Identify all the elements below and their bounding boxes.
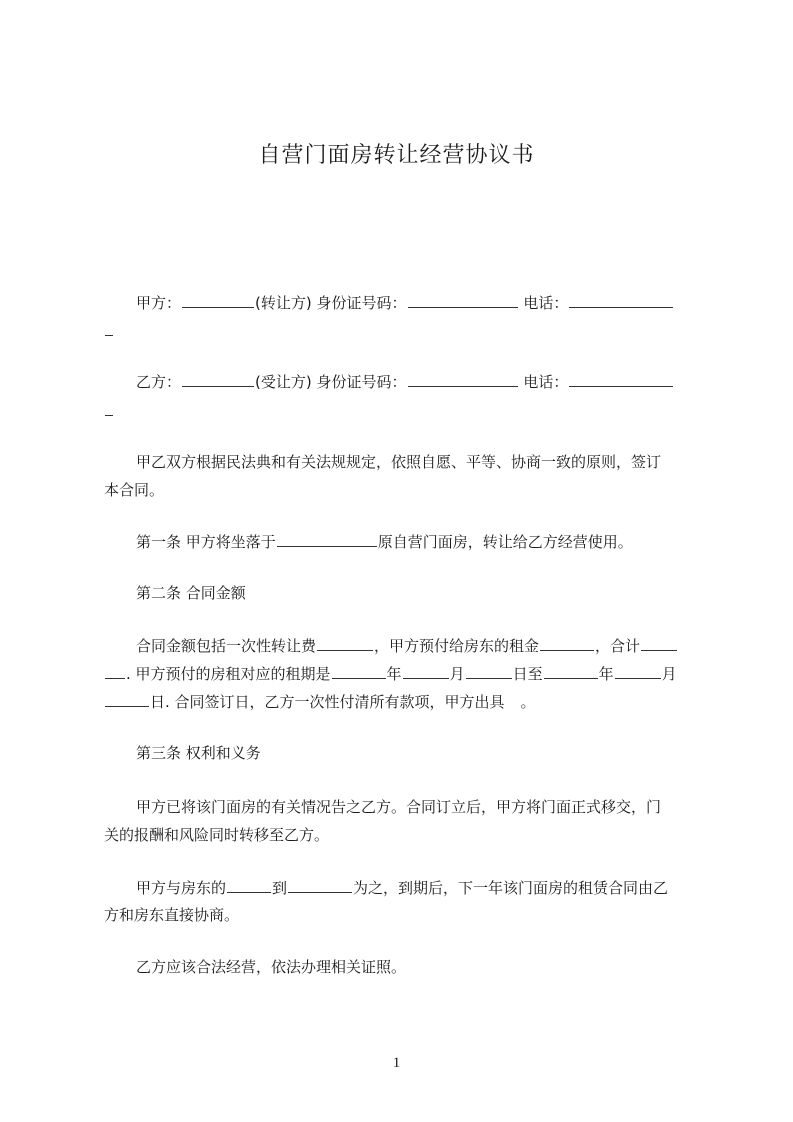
end-year-label: 年 xyxy=(598,665,614,683)
prepaid-rent-blank[interactable] xyxy=(540,635,594,651)
end-month-blank[interactable] xyxy=(615,663,661,679)
article-3-p1-line-2: 关的报酬和风险同时转移至乙方。 xyxy=(104,826,330,844)
article-2-l1-b: ，甲方预付给房东的租金 xyxy=(374,637,540,655)
total-blank[interactable] xyxy=(641,635,677,651)
article-2-l1-a: 合同金额包括一次性转让费 xyxy=(136,637,317,655)
party-a-wrap xyxy=(104,320,124,341)
party-a-line xyxy=(136,292,706,313)
start-year-label: 年 xyxy=(386,665,402,683)
article-2-l2-a: . 甲方预付的房租对应的租期是 xyxy=(126,665,331,683)
party-a-role: (转让方) xyxy=(255,294,312,312)
start-month-blank[interactable] xyxy=(403,663,449,679)
start-month-label: 月 xyxy=(449,665,465,683)
party-a-phone-label: 电话： xyxy=(523,294,569,312)
party-b-id-blank[interactable] xyxy=(408,371,518,387)
preamble-line-2: 本合同。 xyxy=(104,481,165,499)
article-2-line-1 xyxy=(136,635,706,656)
article-1-location-blank[interactable] xyxy=(277,531,377,547)
party-a-phone-blank-wrap xyxy=(105,320,113,336)
article-1-tail: 原自营门面房，转让给乙方经营使用。 xyxy=(377,533,633,551)
party-b-wrap xyxy=(104,400,124,421)
party-a-phone-blank[interactable] xyxy=(569,292,673,308)
article-2-heading: 第二条 合同金额 xyxy=(136,584,246,602)
end-year-blank[interactable] xyxy=(544,663,598,679)
party-a-name-blank[interactable] xyxy=(182,292,254,308)
transfer-fee-blank[interactable] xyxy=(317,635,373,651)
preamble-line-1: 甲乙双方根据民法典和有关法规规定，依照自愿、平等、协商一致的原则，签订 xyxy=(136,453,662,471)
start-year-blank[interactable] xyxy=(332,663,386,679)
article-3-p2-c: 为之，到期后，下一年该门面房的租赁合同由乙 xyxy=(353,879,669,897)
day-to-label: 日至 xyxy=(512,665,543,683)
article-3-heading: 第三条 权利和义务 xyxy=(136,744,261,762)
article-3-p2-a: 甲方与房东的 xyxy=(136,879,227,897)
party-b-phone-blank-wrap xyxy=(105,400,113,416)
party-a-label: 甲方： xyxy=(136,294,182,312)
lease-end-blank[interactable] xyxy=(288,877,352,893)
article-2-l3-end: 。 xyxy=(520,693,536,711)
end-day-blank[interactable] xyxy=(105,691,149,707)
total-blank-wrap[interactable] xyxy=(105,663,125,679)
lease-start-blank[interactable] xyxy=(227,877,271,893)
end-month-label: 月 xyxy=(661,665,677,683)
article-3-p2-b: 到 xyxy=(272,879,288,897)
party-a-id-label: 身份证号码： xyxy=(316,294,407,312)
party-b-name-blank[interactable] xyxy=(182,371,254,387)
start-day-blank[interactable] xyxy=(466,663,512,679)
article-1-lead: 第一条 甲方将坐落于 xyxy=(136,533,276,551)
party-b-role: (受让方) xyxy=(255,373,312,391)
party-a-id-blank[interactable] xyxy=(408,292,518,308)
article-2-l3-a: 日. 合同签订日，乙方一次性付清所有款项，甲方出具 xyxy=(150,693,505,711)
article-1 xyxy=(136,531,706,552)
article-3-p2-line-2: 方和房东直接协商。 xyxy=(104,906,240,924)
party-b-label: 乙方： xyxy=(136,373,182,391)
article-3-p3: 乙方应该合法经营，依法办理相关证照。 xyxy=(136,958,407,976)
document-title: 自营门面房转让经营协议书 xyxy=(258,143,535,168)
page-number: 1 xyxy=(392,1055,401,1071)
article-3-p2-line-1 xyxy=(136,877,706,898)
party-b-line xyxy=(136,371,706,392)
article-2-line-2 xyxy=(104,663,704,684)
article-2-line-3 xyxy=(104,691,704,712)
party-b-phone-label: 电话： xyxy=(523,373,569,391)
party-b-phone-blank[interactable] xyxy=(569,371,673,387)
party-b-id-label: 身份证号码： xyxy=(316,373,407,391)
article-3-p1-line-1: 甲方已将该门面房的有关情况告之乙方。合同订立后，甲方将门面正式移交，门 xyxy=(136,798,662,816)
article-2-l1-c: ，合计 xyxy=(595,637,641,655)
